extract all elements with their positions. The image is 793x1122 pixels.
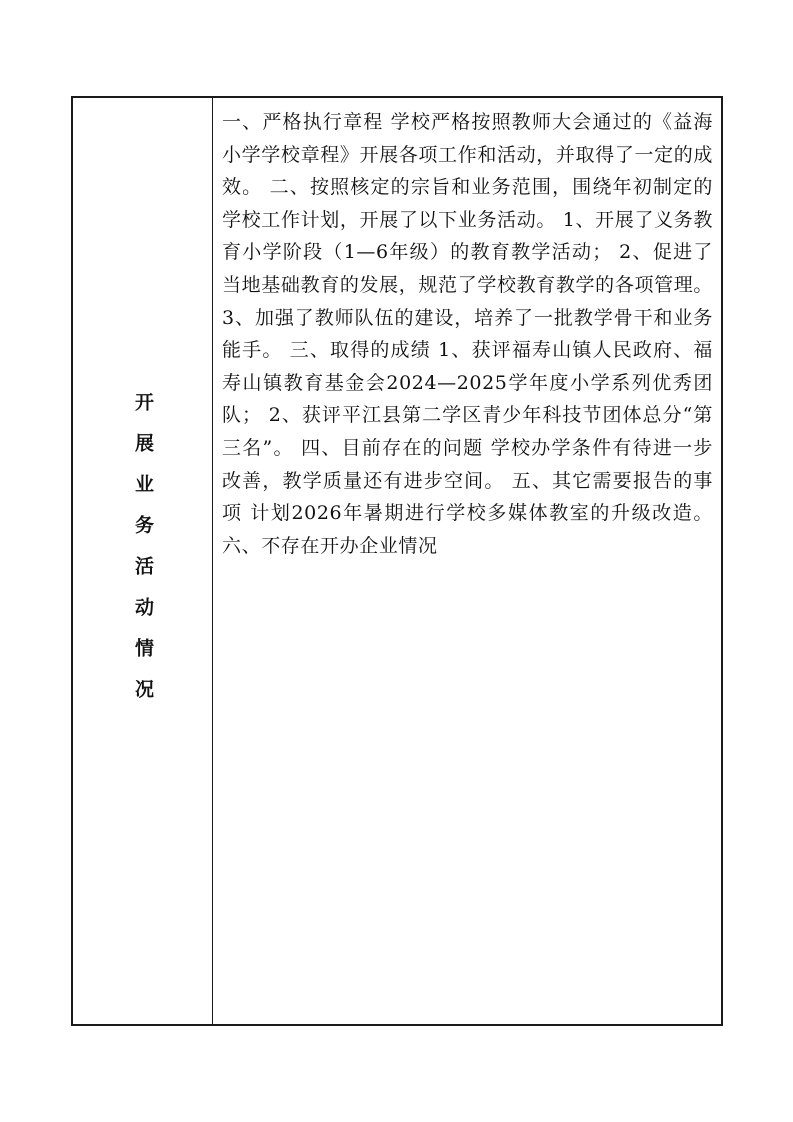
content-cell <box>213 98 721 1024</box>
activity-table <box>71 96 723 1026</box>
section-label: 开展业务活动情况 <box>132 392 154 720</box>
label-cell <box>73 98 213 1024</box>
activity-description: 一、严格执行章程 学校严格按照教师大会通过的《益海小学学校章程》开展各项工作和活动，并取得了一定的成效。 二、按照核定的宗旨和业务范围，围绕年初制定的学校工作计划，开展了以下业务活动。 1、开展了义务教育小学阶段（1—6年级）的教育教学活动； 2、促进了当地基础教育的发展，规范了学校教育教学的各项管理。 3、加强了教师队伍的建设，培养了一批教学骨干和业务能手。 三、取得的成绩 1、获评福寿山镇人民政府、福寿山镇教育基金会2024—2025学年度小学系列优秀团队； 2、获评平江县第二学区青少年科技节团体总分“第三名”。 四、目前存在的问题 学校办学条件有待进一步改善，教学质量还有进步空间。 五、其它需要报告的事项 计划2026年暑期进行学校多媒体教室的升级改造。 六、不存在开办企业情况 <box>222 111 713 557</box>
